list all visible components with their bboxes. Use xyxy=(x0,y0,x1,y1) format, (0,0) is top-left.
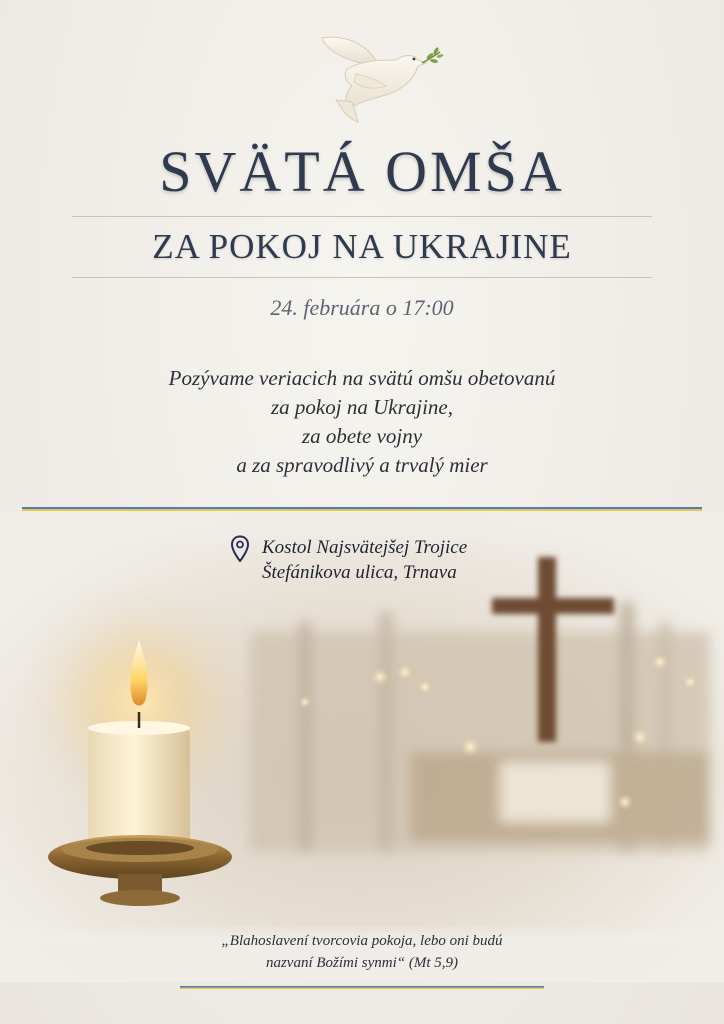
invitation-line: za obete vojny xyxy=(301,424,423,448)
location xyxy=(262,535,467,585)
location-address: Štefánikova ulica, Trnava xyxy=(262,562,457,583)
dove-icon xyxy=(316,30,446,125)
ukraine-flag-stripe-top xyxy=(22,507,702,511)
location-pin-icon xyxy=(230,535,250,563)
page-title: SVÄTÁ OMŠA xyxy=(159,139,565,204)
subtitle: ZA POKOJ NA UKRAJINE xyxy=(152,227,572,266)
location-church: Kostol Najsvätejšej Trojice xyxy=(262,537,468,558)
event-date: 24. februára o 17:00 xyxy=(270,295,454,320)
bible-quote xyxy=(0,930,724,974)
invitation-line: Pozývame veriacich na svätú omšu obetovanú xyxy=(168,366,556,390)
quote-line: „Blahoslavení tvorcovia pokoja, lebo oni budú xyxy=(221,933,503,949)
divider-top xyxy=(72,216,652,217)
invitation-line: za pokoj na Ukrajine, xyxy=(271,395,453,419)
ukraine-flag-stripe-bottom xyxy=(180,986,544,989)
invitation-text xyxy=(0,364,724,480)
invitation-line: a za spravodlivý a trvalý mier xyxy=(236,453,488,477)
divider-bottom xyxy=(72,277,652,278)
quote-line: nazvaní Božími synmi“ (Mt 5,9) xyxy=(265,955,459,971)
